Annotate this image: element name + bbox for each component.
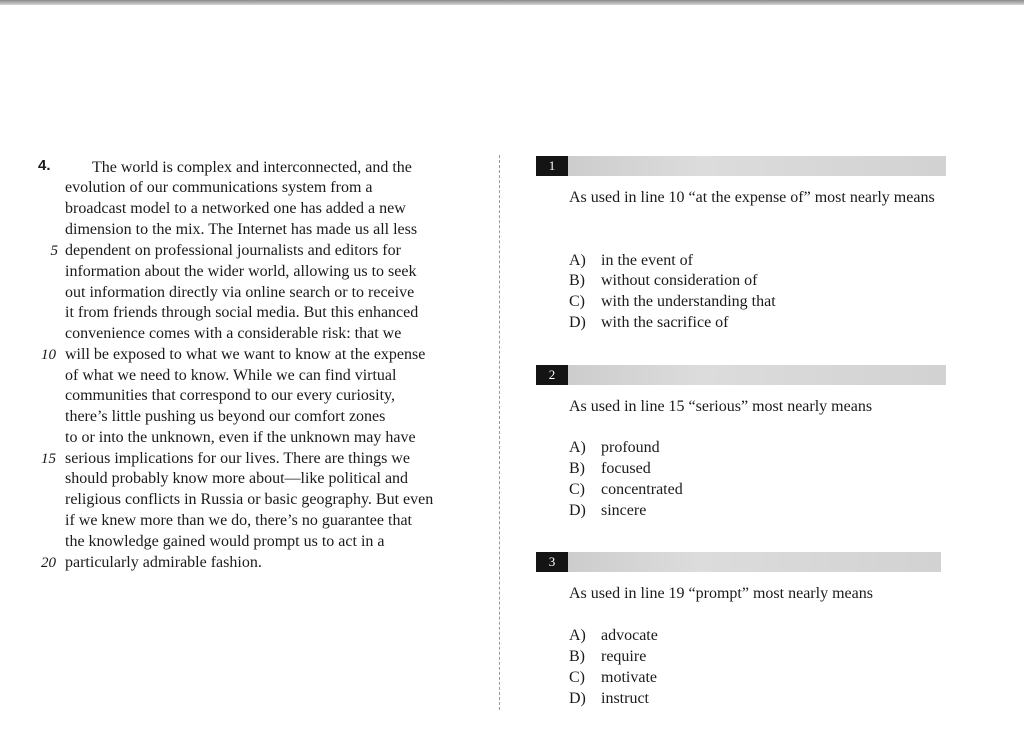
option-text: advocate bbox=[601, 627, 658, 644]
passage-line: should probably know more about—like political and bbox=[65, 470, 409, 487]
passage-number: 4. bbox=[38, 157, 51, 174]
option-letter: C) bbox=[569, 669, 585, 686]
answer-option[interactable] bbox=[569, 291, 776, 312]
passage-line: information about the wider world, allowing us to seek bbox=[65, 263, 417, 280]
passage-line: will be exposed to what we want to know at the expense bbox=[65, 346, 426, 363]
question-header-bar bbox=[536, 552, 941, 572]
passage-line: it from friends through social media. But this enhanced bbox=[65, 304, 419, 321]
option-text: concentrated bbox=[601, 481, 683, 498]
passage-line: there’s little pushing us beyond our comfort zones bbox=[65, 408, 386, 425]
answer-option[interactable] bbox=[569, 458, 651, 479]
answer-option[interactable] bbox=[569, 625, 658, 646]
question-stem: As used in line 10 “at the expense of” most nearly means bbox=[569, 189, 935, 206]
option-letter: D) bbox=[569, 314, 586, 331]
option-text: with the understanding that bbox=[601, 293, 776, 310]
passage-line: out information directly via online search or to receive bbox=[65, 284, 415, 301]
option-text: require bbox=[601, 648, 647, 665]
passage-line: the knowledge gained would prompt us to act in a bbox=[65, 533, 385, 550]
option-letter: A) bbox=[569, 252, 586, 269]
passage-line: broadcast model to a networked one has added a new bbox=[65, 200, 406, 217]
passage-line: of what we need to know. While we can find virtual bbox=[65, 367, 397, 384]
option-letter: C) bbox=[569, 293, 585, 310]
option-letter: B) bbox=[569, 272, 585, 289]
question-number-box: 3 bbox=[536, 552, 568, 572]
option-letter: D) bbox=[569, 502, 586, 519]
option-text: sincere bbox=[601, 502, 647, 519]
line-number: 15 bbox=[41, 451, 56, 467]
option-letter: D) bbox=[569, 690, 586, 707]
answer-option[interactable] bbox=[569, 667, 657, 688]
passage-line: particularly admirable fashion. bbox=[65, 554, 262, 571]
passage-line: serious implications for our lives. There are things we bbox=[65, 450, 410, 467]
answer-option[interactable] bbox=[569, 312, 729, 333]
option-text: with the sacrifice of bbox=[601, 314, 729, 331]
option-letter: A) bbox=[569, 439, 586, 456]
option-letter: B) bbox=[569, 460, 585, 477]
answer-option[interactable] bbox=[569, 250, 693, 271]
answer-option[interactable] bbox=[569, 437, 660, 458]
line-number: 20 bbox=[41, 555, 56, 571]
option-letter: C) bbox=[569, 481, 585, 498]
passage-line: The world is complex and interconnected, and the bbox=[92, 159, 412, 176]
option-text: in the event of bbox=[601, 252, 693, 269]
answer-option[interactable] bbox=[569, 646, 646, 667]
option-letter: B) bbox=[569, 648, 585, 665]
option-text: without consideration of bbox=[601, 272, 758, 289]
answer-option[interactable] bbox=[569, 479, 683, 500]
question-header-bar bbox=[536, 365, 946, 385]
passage-line: communities that correspond to our every curiosity, bbox=[65, 387, 395, 404]
question-stem: As used in line 15 “serious” most nearly means bbox=[569, 398, 873, 415]
option-text: motivate bbox=[601, 669, 657, 686]
option-text: instruct bbox=[601, 690, 649, 707]
passage-line: dimension to the mix. The Internet has made us all less bbox=[65, 221, 418, 238]
passage-line: religious conflicts in Russia or basic geography. But even bbox=[65, 491, 434, 508]
column-divider bbox=[499, 155, 500, 710]
passage-line: dependent on professional journalists and editors for bbox=[65, 242, 401, 259]
option-letter: A) bbox=[569, 627, 586, 644]
passage-line: evolution of our communications system from a bbox=[65, 179, 373, 196]
line-number: 5 bbox=[50, 243, 58, 259]
answer-option[interactable] bbox=[569, 688, 649, 709]
page-top-edge bbox=[0, 0, 1024, 5]
passage-line: to or into the unknown, even if the unknown may have bbox=[65, 429, 416, 446]
line-number: 10 bbox=[41, 347, 56, 363]
option-text: focused bbox=[601, 460, 651, 477]
passage-line: if we knew more than we do, there’s no guarantee that bbox=[65, 512, 412, 529]
question-number-box: 1 bbox=[536, 156, 568, 176]
answer-option[interactable] bbox=[569, 270, 757, 291]
passage-line: convenience comes with a considerable risk: that we bbox=[65, 325, 402, 342]
question-number-box: 2 bbox=[536, 365, 568, 385]
option-text: profound bbox=[601, 439, 660, 456]
question-header-bar bbox=[536, 156, 946, 176]
question-stem: As used in line 19 “prompt” most nearly means bbox=[569, 585, 873, 602]
answer-option[interactable] bbox=[569, 500, 646, 521]
